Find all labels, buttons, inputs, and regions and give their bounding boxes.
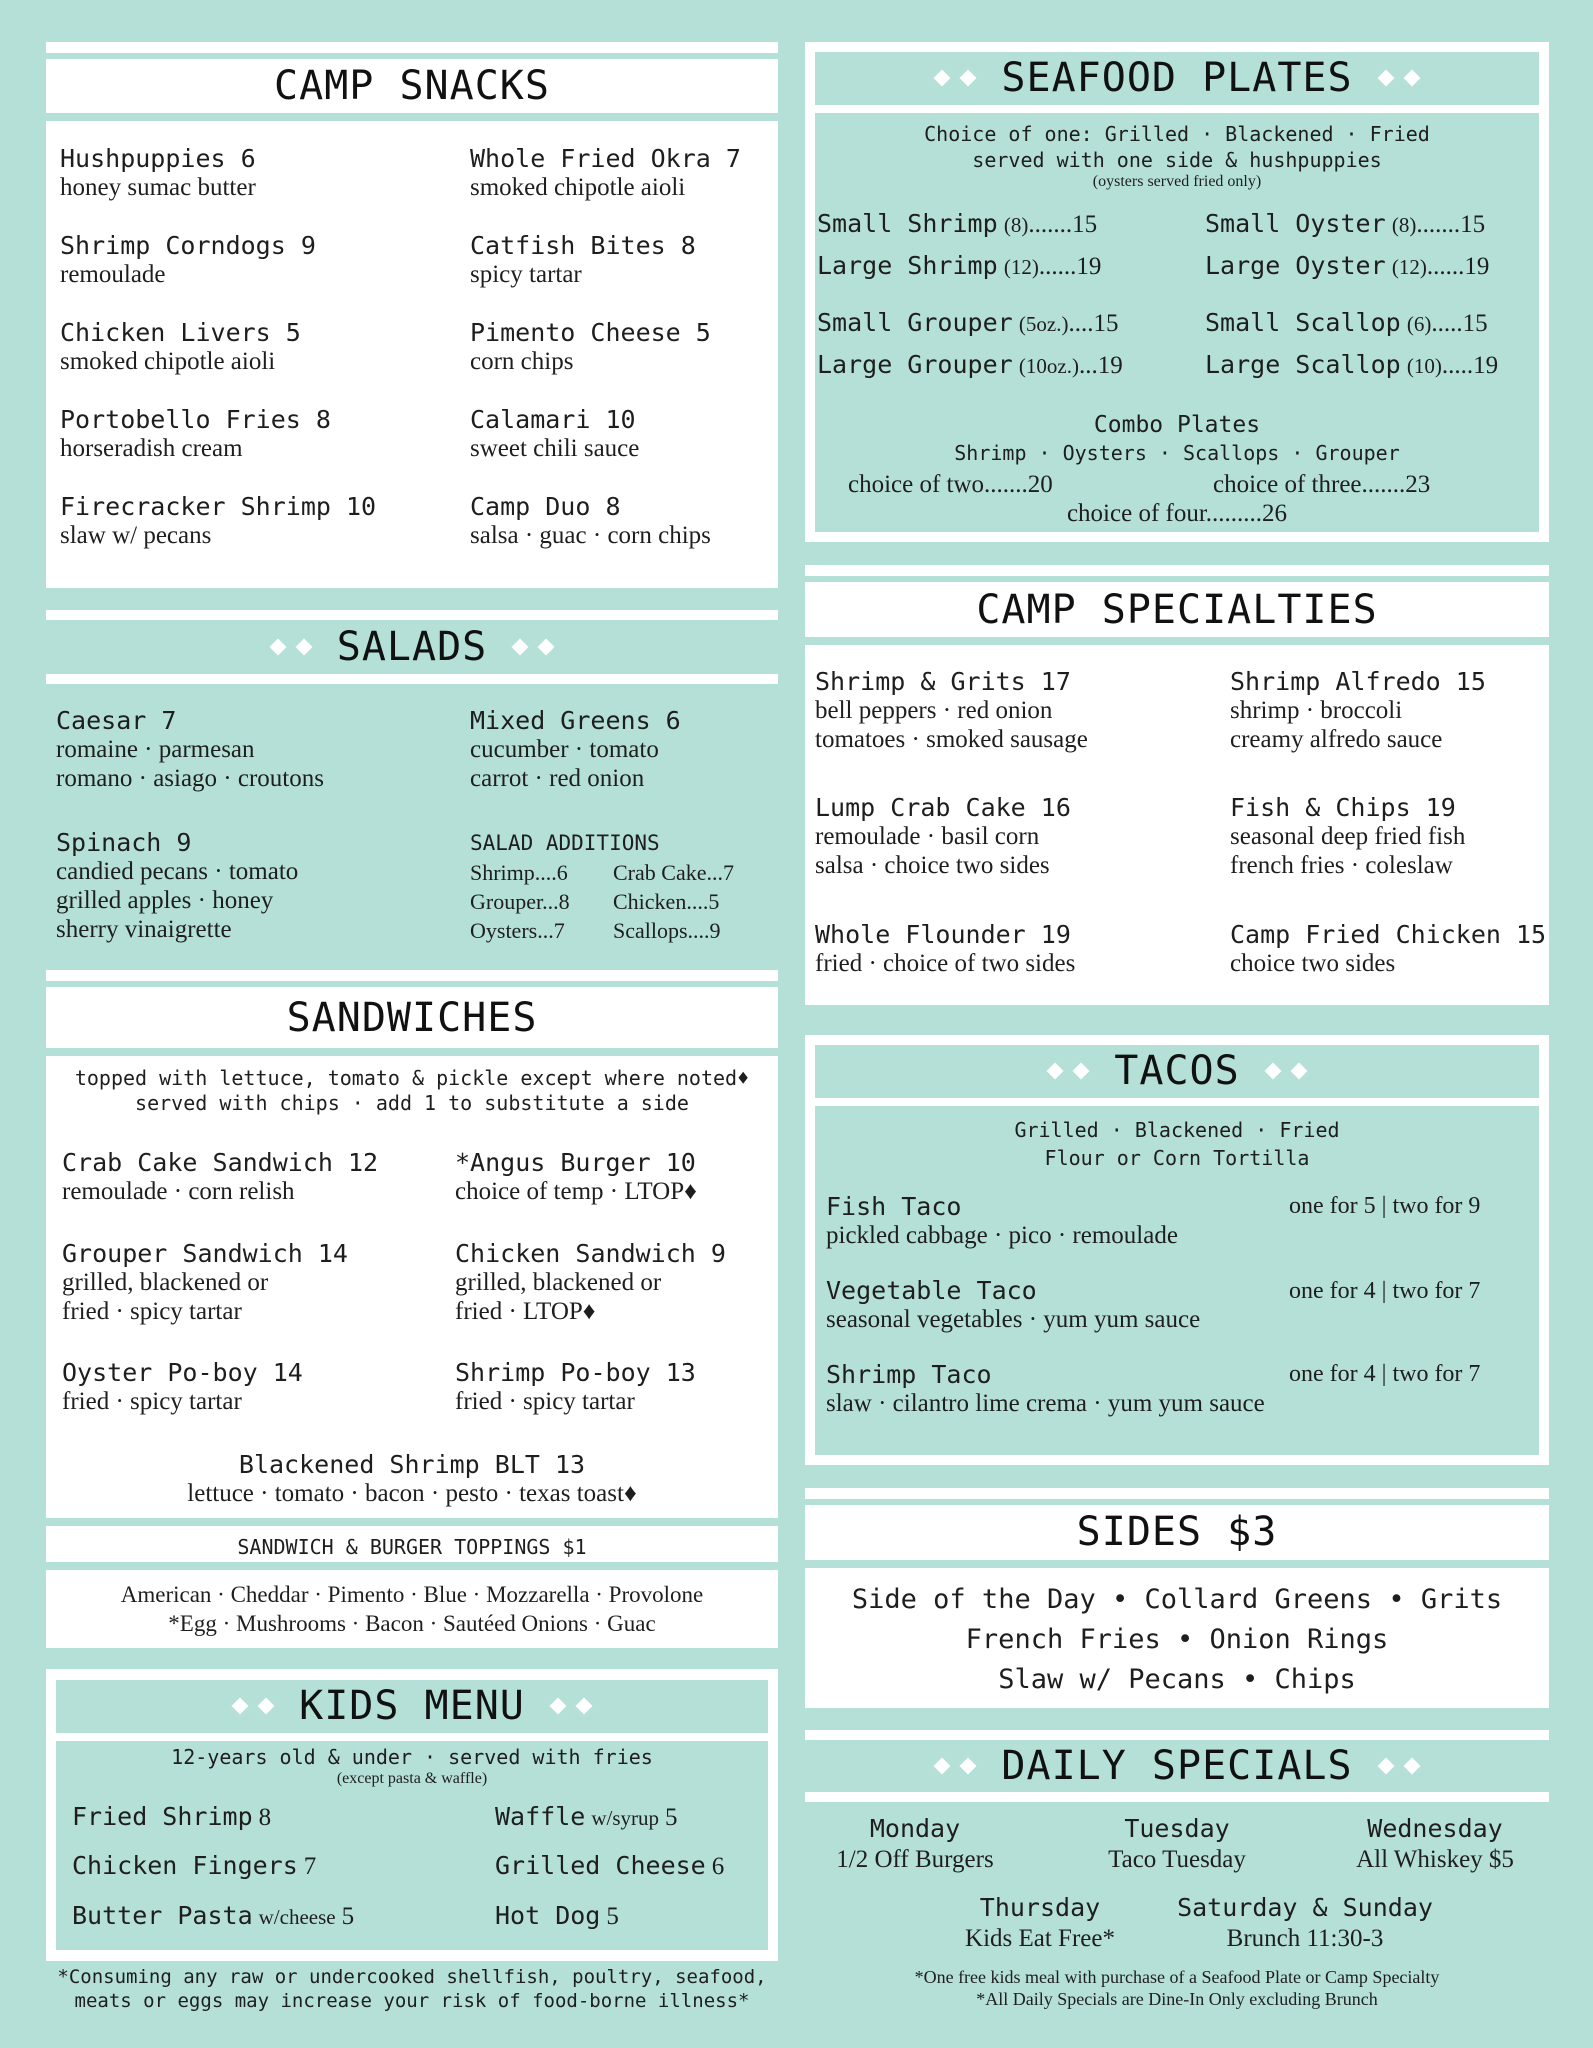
tacos-title: TACOS: [815, 1045, 1539, 1097]
menu-item: Portobello Fries 8 horseradish cream: [60, 405, 331, 462]
menu-item: Fried Shrimp 8: [72, 1802, 272, 1831]
menu-item: Waffle w/syrup 5: [495, 1802, 678, 1831]
menu-item: Crab Cake Sandwich 12 remoulade · corn relish: [62, 1148, 379, 1205]
divider: [805, 1792, 1549, 1802]
taco-item: Fish Taco pickled cabbage · pico · remoulade: [826, 1192, 1178, 1249]
menu-item: Hot Dog 5: [495, 1901, 619, 1930]
toppings-list: American · Cheddar · Pimento · Blue · Mozzarella · Provolone *Egg · Mushrooms · Bacon · Sautéed Onions · Guac: [120, 1582, 704, 1636]
menu-item: *Angus Burger 10 choice of temp · LTOP♦: [455, 1148, 697, 1205]
seafood-plate-item: Small Oyster (8).......15: [1205, 209, 1486, 238]
sides-list: Side of the Day • Collard Greens • Grits French Fries • Onion Rings Slaw w/ Pecans • Chips: [851, 1584, 1503, 1695]
camp-snacks-title: CAMP SNACKS: [274, 63, 550, 109]
divider: [46, 674, 778, 684]
divider: [805, 637, 1549, 645]
diamond-ornament-icon: [265, 641, 317, 653]
divider: [56, 1733, 768, 1741]
menu-item: Firecracker Shrimp 10 slaw w/ pecans: [60, 492, 377, 549]
menu-item: Fish & Chips 19 seasonal deep fried fish french fries · coleslaw: [1230, 793, 1466, 879]
daily-specials-note: *One free kids meal with purchase of a Seafood Plate or Camp Specialty *All Daily Specials are Dine-In Only excluding Brunch: [914, 1967, 1440, 2009]
divider: [815, 1098, 1539, 1106]
diamond-ornament-icon: [545, 1700, 597, 1712]
divider: [815, 105, 1539, 113]
combo-four: choice of four.........26: [1066, 500, 1288, 527]
seafood-plates-title: SEAFOOD PLATES: [815, 52, 1539, 104]
diamond-ornament-icon: [1042, 1065, 1094, 1077]
sides-title: SIDES $3: [1076, 1509, 1278, 1555]
daily-special: Saturday & Sunday Brunch 11:30-3: [1177, 1893, 1433, 1952]
menu-item: Whole Fried Okra 7 smoked chipotle aioli: [470, 144, 741, 201]
food-safety-disclaimer: *Consuming any raw or undercooked shellfish, poultry, seafood, meats or eggs may increase your risk of food-borne illness*: [57, 1966, 767, 2012]
menu-item: Oyster Po-boy 14 fried · spicy tartar: [62, 1358, 303, 1415]
divider: [805, 576, 1549, 582]
diamond-ornament-icon: [929, 72, 981, 84]
daily-specials-title: DAILY SPECIALS: [805, 1740, 1549, 1792]
menu-item: Whole Flounder 19 fried · choice of two sides: [815, 920, 1076, 977]
menu-item: Chicken Fingers 7: [72, 1851, 317, 1880]
camp-specialties-title: CAMP SPECIALTIES: [976, 587, 1378, 633]
daily-special: Monday 1/2 Off Burgers: [836, 1814, 994, 1873]
menu-item: Lump Crab Cake 16 remoulade · basil corn salsa · choice two sides: [815, 793, 1071, 879]
menu-item: Shrimp & Grits 17 bell peppers · red onion tomatoes · smoked sausage: [815, 667, 1088, 753]
menu-item: Chicken Livers 5 smoked chipotle aioli: [60, 318, 301, 375]
taco-price: one for 5 | two for 9: [1289, 1193, 1481, 1219]
kids-note: 12-years old & under · served with fries (except pasta & waffle): [171, 1745, 653, 1787]
salad-additions: Shrimp....6 Crab Cake...7 Grouper...8 Chicken....5 Oysters...7 Scallops....9: [470, 860, 734, 943]
menu-item: Camp Fried Chicken 15 choice two sides: [1230, 920, 1547, 977]
diamond-ornament-icon: [1260, 1065, 1312, 1077]
menu-item: Catfish Bites 8 spicy tartar: [470, 231, 696, 288]
salads-title: SALADS: [46, 620, 778, 674]
seafood-plate-item: Small Scallop (6).....15: [1205, 308, 1488, 337]
taco-price: one for 4 | two for 7: [1289, 1278, 1481, 1304]
sandwiches-note: topped with lettuce, tomato & pickle except where noted♦ served with chips · add 1 to substitute a side: [74, 1066, 750, 1115]
menu-item: Calamari 10 sweet chili sauce: [470, 405, 640, 462]
menu-item: Hushpuppies 6 honey sumac butter: [60, 144, 256, 201]
divider: [46, 1518, 778, 1526]
seafood-note: Choice of one: Grilled · Blackened · Fried served with one side & hushpuppies (oysters served fried only): [924, 122, 1430, 190]
menu-item: Butter Pasta w/cheese 5: [72, 1901, 355, 1930]
divider: [805, 1560, 1549, 1568]
seafood-plate-item: Large Oyster (12)......19: [1205, 251, 1490, 280]
menu-item: Shrimp Po-boy 13 fried · spicy tartar: [455, 1358, 696, 1415]
seafood-plate-item: Small Grouper (5oz.)....15: [817, 308, 1119, 337]
divider: [46, 113, 778, 121]
seafood-plate-item: Large Grouper (10oz.)...19: [817, 350, 1123, 379]
menu-item: Caesar 7 romaine · parmesan romano · asiago · croutons: [56, 706, 324, 792]
divider: [46, 1048, 778, 1056]
diamond-ornament-icon: [507, 641, 559, 653]
menu-item: Mixed Greens 6 cucumber · tomato carrot · red onion: [470, 706, 681, 792]
menu-item: Blackened Shrimp BLT 13 lettuce · tomato · bacon · pesto · texas toast♦: [187, 1450, 637, 1507]
divider: [805, 1499, 1549, 1505]
divider: [805, 1730, 1549, 1740]
menu-item: Shrimp Corndogs 9 remoulade: [60, 231, 316, 288]
menu-item: Grouper Sandwich 14 grilled, blackened or fried · spicy tartar: [62, 1239, 348, 1325]
taco-item: Shrimp Taco slaw · cilantro lime crema · yum yum sauce: [826, 1360, 1265, 1417]
taco-item: Vegetable Taco seasonal vegetables · yum yum sauce: [826, 1276, 1201, 1333]
divider: [46, 53, 778, 59]
menu-item: Camp Duo 8 salsa · guac · corn chips: [470, 492, 711, 549]
divider: [46, 1562, 778, 1570]
kids-menu-title: KIDS MENU: [56, 1680, 768, 1732]
diamond-ornament-icon: [1373, 1760, 1425, 1772]
combo-choices: Shrimp · Oysters · Scallops · Grouper: [954, 441, 1400, 465]
menu-item: Spinach 9 candied pecans · tomato grilled apples · honey sherry vinaigrette: [56, 828, 299, 943]
combo-three: choice of three.......23: [1213, 471, 1431, 498]
seafood-plate-item: Small Shrimp (8).......15: [817, 209, 1098, 238]
salad-additions-title: SALAD ADDITIONS: [470, 831, 660, 855]
menu-item: Shrimp Alfredo 15 shrimp · broccoli creamy alfredo sauce: [1230, 667, 1486, 753]
toppings-title: SANDWICH & BURGER TOPPINGS $1: [237, 1535, 587, 1559]
seafood-plate-item: Large Scallop (10).....19: [1205, 350, 1499, 379]
sandwiches-title: SANDWICHES: [286, 995, 538, 1041]
daily-special: Thursday Kids Eat Free*: [965, 1893, 1115, 1952]
menu-item: Chicken Sandwich 9 grilled, blackened or fried · LTOP♦: [455, 1239, 726, 1325]
diamond-ornament-icon: [929, 1760, 981, 1772]
combo-two: choice of two.......20: [848, 471, 1053, 498]
diamond-ornament-icon: [1373, 72, 1425, 84]
seafood-plate-item: Large Shrimp (12)......19: [817, 251, 1102, 280]
taco-price: one for 4 | two for 7: [1289, 1361, 1481, 1387]
daily-special: Tuesday Taco Tuesday: [1108, 1814, 1246, 1873]
tacos-note: Grilled · Blackened · Fried Flour or Corn Tortilla: [1014, 1118, 1340, 1170]
divider: [46, 610, 778, 620]
divider: [46, 981, 778, 987]
daily-special: Wednesday All Whiskey $5: [1356, 1814, 1514, 1873]
menu-item: Pimento Cheese 5 corn chips: [470, 318, 711, 375]
diamond-ornament-icon: [227, 1700, 279, 1712]
combo-plates-title: Combo Plates: [1093, 412, 1261, 438]
menu-item: Grilled Cheese 6: [495, 1851, 725, 1880]
